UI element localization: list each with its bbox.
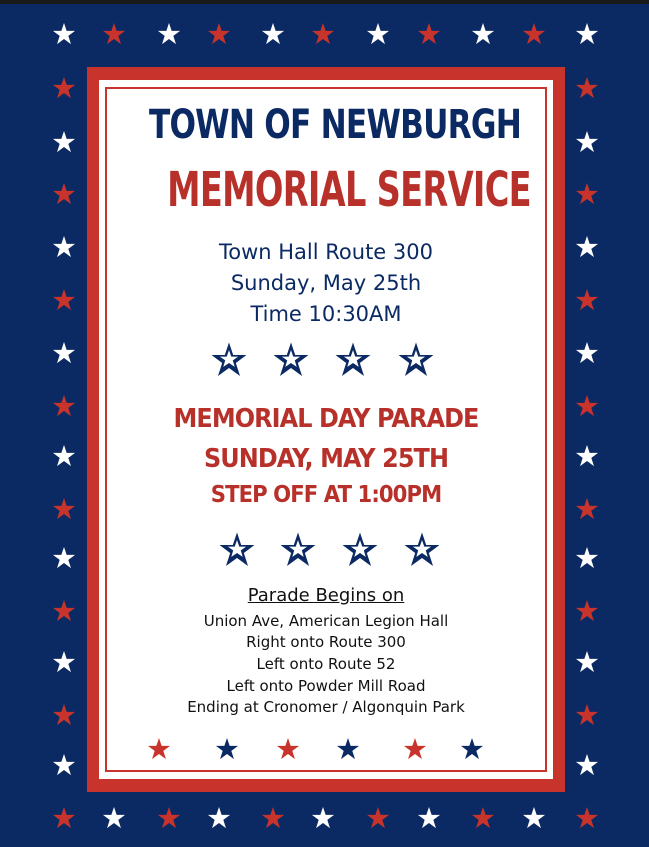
- star-icon: [366, 22, 390, 46]
- service-location: Town Hall Route 300: [219, 240, 433, 264]
- star-icon: [261, 806, 285, 830]
- route-heading: Parade Begins on: [247, 585, 405, 606]
- star-icon: [403, 737, 427, 761]
- route-stop: Union Ave, American Legion Hall: [203, 612, 449, 630]
- service-time: Time 10:30AM: [250, 302, 402, 326]
- star-icon: [279, 531, 317, 569]
- star-icon: [52, 76, 76, 100]
- star-icon: [102, 22, 126, 46]
- star-icon: [575, 76, 599, 100]
- star-icon: [311, 806, 335, 830]
- star-icon: [334, 341, 372, 379]
- top-edge-bar: [0, 0, 649, 4]
- star-icon: [52, 753, 76, 777]
- star-icon: [403, 531, 441, 569]
- star-icon: [575, 394, 599, 418]
- star-icon: [311, 22, 335, 46]
- star-icon: [52, 235, 76, 259]
- parade-step-off: STEP OFF AT 1:00PM: [210, 482, 442, 508]
- star-icon: [52, 546, 76, 570]
- route-stop: Right onto Route 300: [246, 633, 406, 651]
- star-icon: [157, 22, 181, 46]
- star-icon: [575, 444, 599, 468]
- town-title: TOWN OF NEWBURGH: [148, 102, 522, 148]
- star-icon: [52, 22, 76, 46]
- star-icon: [575, 341, 599, 365]
- star-icon: [575, 753, 599, 777]
- star-icon: [575, 288, 599, 312]
- star-icon: [147, 737, 171, 761]
- star-icon: [366, 806, 390, 830]
- star-icon: [575, 650, 599, 674]
- star-icon: [397, 341, 435, 379]
- star-icon: [52, 806, 76, 830]
- star-icon: [52, 394, 76, 418]
- star-icon: [575, 806, 599, 830]
- star-icon: [272, 341, 310, 379]
- star-icon: [52, 182, 76, 206]
- star-icon: [575, 182, 599, 206]
- star-icon: [341, 531, 379, 569]
- flyer-card: [99, 80, 553, 779]
- star-icon: [575, 703, 599, 727]
- service-title: MEMORIAL SERVICE: [167, 162, 531, 218]
- star-icon: [417, 22, 441, 46]
- star-icon: [276, 737, 300, 761]
- star-icon: [157, 806, 181, 830]
- star-icon: [218, 531, 256, 569]
- star-icon: [102, 806, 126, 830]
- star-icon: [52, 599, 76, 623]
- star-icon: [207, 806, 231, 830]
- star-icon: [52, 497, 76, 521]
- service-date: Sunday, May 25th: [230, 271, 422, 295]
- star-icon: [575, 22, 599, 46]
- star-icon: [210, 341, 248, 379]
- route-stop: Left onto Powder Mill Road: [226, 677, 426, 695]
- star-icon: [522, 806, 546, 830]
- star-icon: [215, 737, 239, 761]
- star-icon: [52, 341, 76, 365]
- star-icon: [575, 497, 599, 521]
- star-icon: [471, 22, 495, 46]
- parade-title: MEMORIAL DAY PARADE: [173, 404, 479, 434]
- star-icon: [336, 737, 360, 761]
- star-icon: [575, 546, 599, 570]
- route-stop: Ending at Cronomer / Algonquin Park: [187, 698, 465, 716]
- star-icon: [575, 235, 599, 259]
- star-icon: [52, 444, 76, 468]
- star-icon: [417, 806, 441, 830]
- star-icon: [471, 806, 495, 830]
- star-icon: [522, 22, 546, 46]
- star-icon: [52, 703, 76, 727]
- star-icon: [52, 650, 76, 674]
- star-icon: [261, 22, 285, 46]
- star-icon: [52, 288, 76, 312]
- star-icon: [575, 599, 599, 623]
- star-icon: [207, 22, 231, 46]
- star-icon: [460, 737, 484, 761]
- parade-date: SUNDAY, MAY 25TH: [203, 444, 449, 474]
- star-icon: [52, 130, 76, 154]
- star-icon: [575, 130, 599, 154]
- route-stop: Left onto Route 52: [256, 655, 396, 673]
